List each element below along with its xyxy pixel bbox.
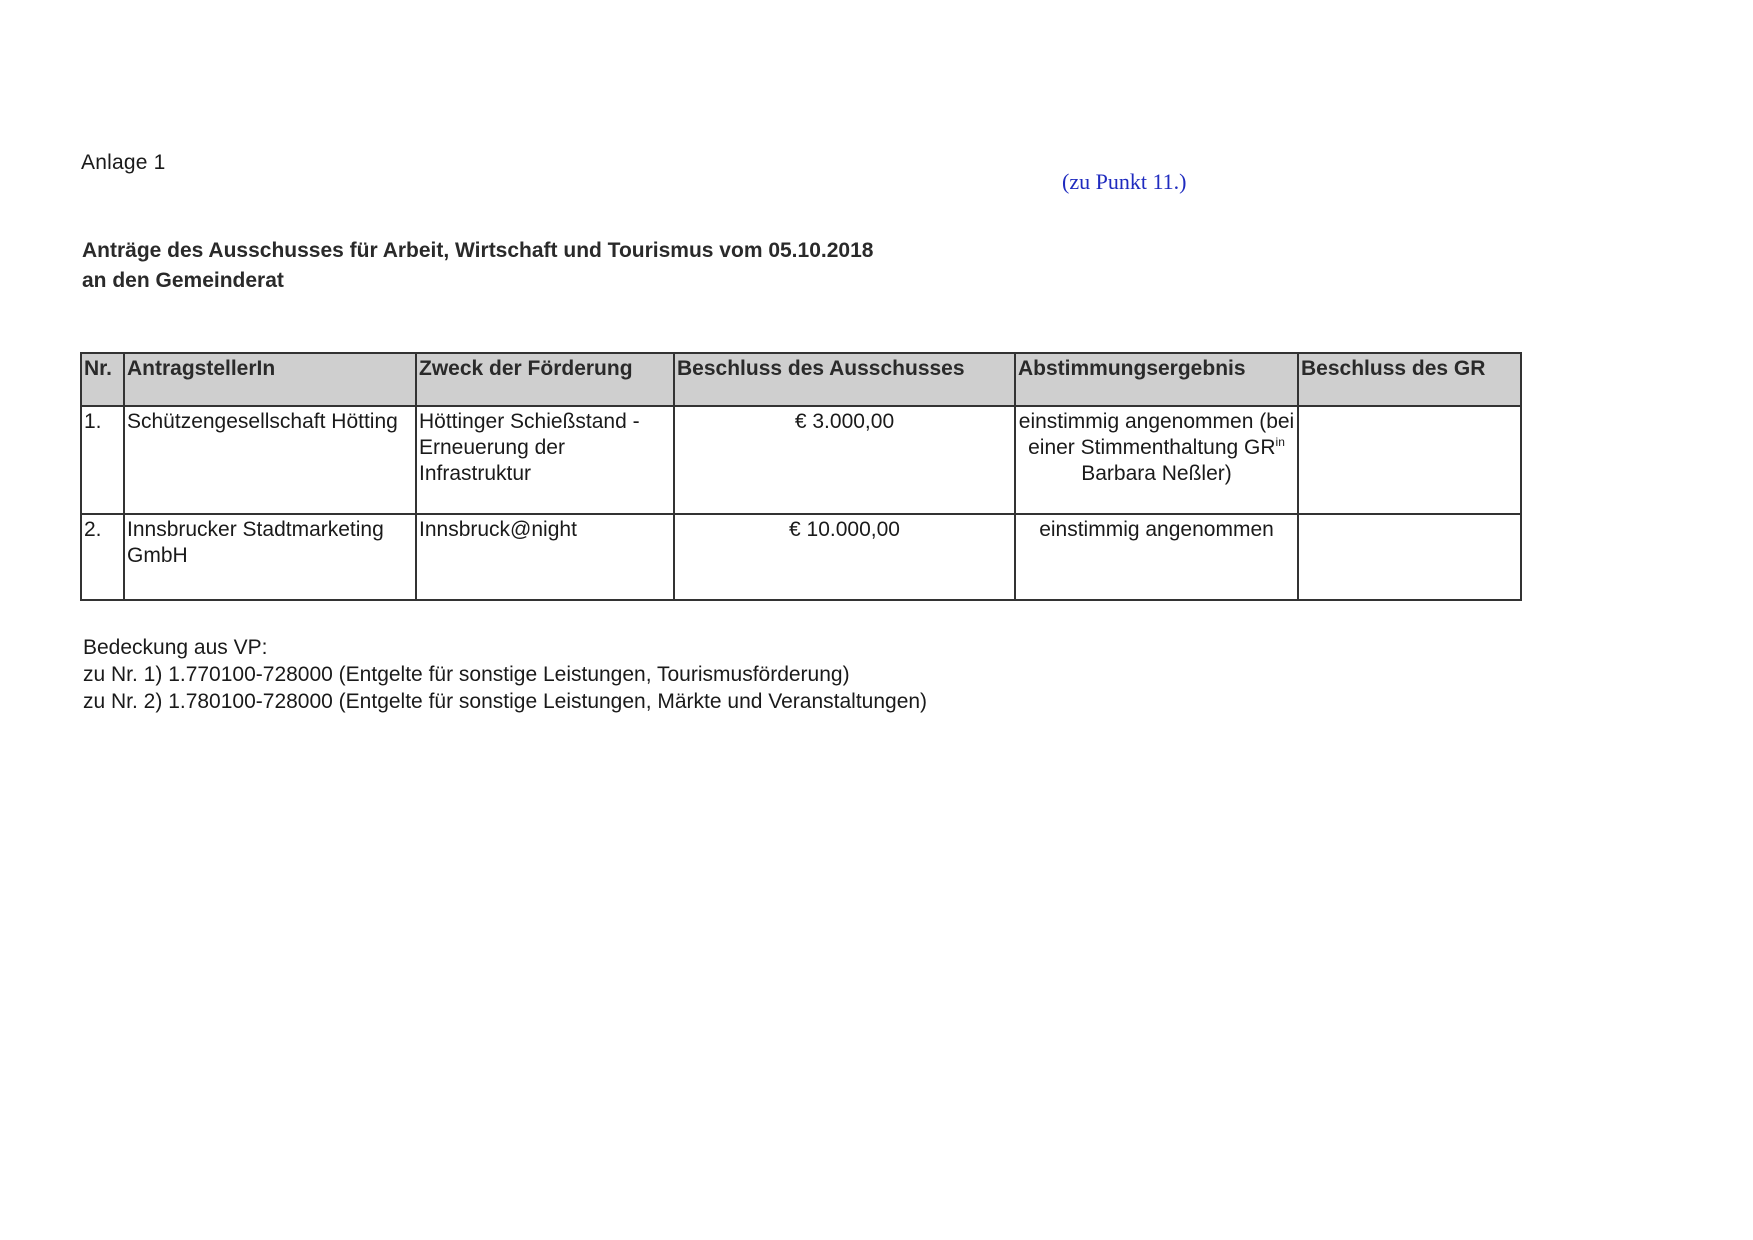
attachment-label: Anlage 1 xyxy=(81,151,166,174)
title-line-2: an den Gemeinderat xyxy=(82,269,284,292)
document-title xyxy=(82,236,873,296)
cell-council-decision xyxy=(1298,406,1521,514)
vote-result-text: einstimmig angenommen xyxy=(1039,518,1274,541)
vote-result-text: einstimmig angenommen (bei einer Stimmenthaltung GR xyxy=(1018,410,1295,459)
cell-council-decision xyxy=(1298,514,1521,600)
cell-committee-decision: € 3.000,00 xyxy=(674,406,1015,514)
header-purpose: Zweck der Förderung xyxy=(416,353,674,406)
header-nr: Nr. xyxy=(81,353,124,406)
funding-coverage xyxy=(83,634,927,715)
title-line-1: Anträge des Ausschusses für Arbeit, Wirtschaft und Tourismus vom 05.10.2018 xyxy=(82,239,874,262)
header-council-decision: Beschluss des GR xyxy=(1298,353,1521,406)
header-committee-decision: Beschluss des Ausschusses xyxy=(674,353,1015,406)
vote-result-tail: Barbara Neßler) xyxy=(1081,462,1232,485)
cell-vote-result xyxy=(1015,514,1298,600)
cell-nr: 2. xyxy=(81,514,124,600)
coverage-line: zu Nr. 1) 1.770100-728000 (Entgelte für sonstige Leistungen, Tourismusförderung) xyxy=(83,663,850,686)
table-row xyxy=(81,514,1521,600)
table-row xyxy=(81,406,1521,514)
coverage-line: zu Nr. 2) 1.780100-728000 (Entgelte für sonstige Leistungen, Märkte und Veranstaltungen) xyxy=(83,690,928,713)
cell-nr: 1. xyxy=(81,406,124,514)
cell-committee-decision: € 10.000,00 xyxy=(674,514,1015,600)
cell-purpose: Innsbruck@night xyxy=(416,514,674,600)
vote-result-superscript: in xyxy=(1275,435,1285,449)
cell-purpose: Höttinger Schießstand - Erneuerung der Infrastruktur xyxy=(416,406,674,514)
cell-applicant: Schützengesellschaft Hötting xyxy=(124,406,416,514)
header-vote-result: Abstimmungsergebnis xyxy=(1015,353,1298,406)
agenda-item-note: (zu Punkt 11.) xyxy=(1062,169,1187,194)
coverage-heading: Bedeckung aus VP: xyxy=(83,636,268,659)
applications-table xyxy=(80,352,1522,601)
table-header-row xyxy=(81,353,1521,406)
cell-vote-result xyxy=(1015,406,1298,514)
cell-applicant: Innsbrucker Stadtmarketing GmbH xyxy=(124,514,416,600)
header-applicant: AntragstellerIn xyxy=(124,353,416,406)
